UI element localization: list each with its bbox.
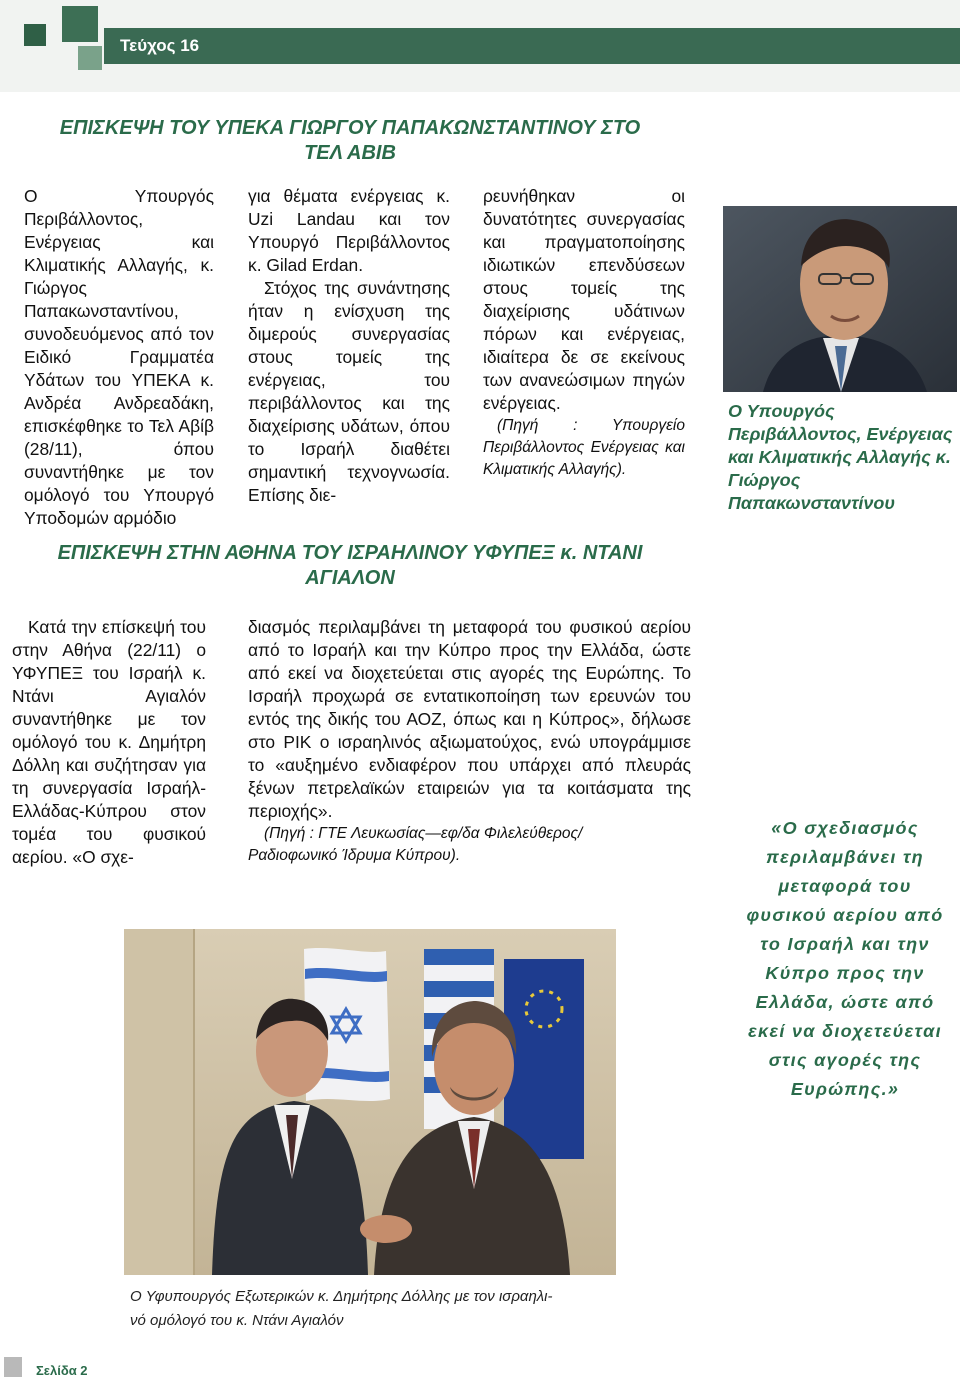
article2-source-line1: (Πηγή : ΓΤΕ Λευκωσίας—εφ/δα Φιλελεύθερος/ <box>264 825 583 842</box>
article2-title-line1: ΕΠΙΣΚΕΨΗ ΣΤΗΝ ΑΘΗΝΑ ΤΟΥ ΙΣΡΑΗΛΙΝΟΥ ΥΦΥΠΕΞ κ. ΝΤΑΝΙ <box>57 542 643 564</box>
article2-column-2 <box>248 616 691 867</box>
decor-square <box>24 24 46 46</box>
page-number: Σελίδα 2 <box>36 1363 88 1378</box>
pull-quote: «Ο σχεδιασμός περιλαμβάνει τη μεταφορά του φυσικού αερίου από το Ισραήλ και την Κύπρο προς την Ελλάδα, ώστε από εκεί να διοχετεύεται στις αγορές της Ευρώπης.» <box>746 818 944 1099</box>
handshake-caption-line2: νό ομόλογό του κ. Ντάνι Αγιαλόν <box>130 1312 344 1329</box>
article1-title <box>20 116 680 166</box>
article1-column-3-text: ρευνήθηκαν οι δυνατότητες συνεργασίας και πραγματοποίησης ιδιωτικών επενδύσεων στους τομείς της διαχείρισης υδάτινων πόρων και ενέργειας, ιδιαίτερα δε σε εκείνους των ανανεώσιμων πηγών ενέργειας. <box>483 186 685 413</box>
article1-column-2-para2: Στόχος της συνάντησης ήταν η ενίσχυση της διμερούς συνεργασίας στους τομείς της ενέργειας, του περιβάλλοντος και της διαχείρισης υδάτων, όπου το Ισραήλ διαθέτει σημαντική τεχνογνωσία. Επίσης διε- <box>248 278 450 505</box>
handshake-caption-line1: Ο Υφυπουργός Εξωτερικών κ. Δημήτρης Δόλλης με τον ισραηλι- <box>130 1288 553 1305</box>
minister-photo-caption: Ο Υπουργός Περιβάλλοντος, Ενέργειας και Κλιματικής Αλλαγής κ. Γιώργος Παπακωνσταντίνου <box>728 401 953 513</box>
article1-column-1: Ο Υπουργός Περιβάλλοντος, Ενέργειας και Κλιματικής Αλλαγής, κ. Γιώργος Παπακωνσταντίνου, συνοδευόμενος από τον Ειδικό Γραμματέα Υδάτων του ΥΠΕΚΑ κ. Ανδρέα Ανδρεαδάκη, επισκέφθηκε το Τελ Αβίβ (28/11), όπου συναντήθηκε με τον ομόλογό του Υπουργό Υποδομών αρμόδιο <box>24 186 214 528</box>
article2-title-line2: ΑΓΙΑΛΟΝ <box>305 567 395 589</box>
article2-column-2-text: διασμός περιλαμβάνει τη μεταφορά του φυσικού αερίου από το Ισραήλ και την Κύπρο προς την Ελλάδα, ώστε από εκεί να διοχετεύεται στις αγορές της Ευρώπης. Το Ισραήλ προχωρά σε εντατικοποίηση των ερευνών του εντός της δικής του ΑΟΖ, όπως και η Κύπρος», δήλωσε στο ΡΙΚ ο ισραηλινός αξιωματούχος, ενώ υπογράμμισε το «αυξημένο ενδιαφέρον που υπάρχει από πλευράς ξένων πετρελαϊκών εταιρειών για τα κοιτάσματα της περιοχής». <box>248 617 691 821</box>
footer-square <box>4 1357 22 1377</box>
article2-title <box>20 541 680 591</box>
handshake-photo-caption <box>130 1285 610 1333</box>
article2-column-1: Κατά την επίσκεψή του στην Αθήνα (22/11) ο ΥΦΥΠΕΞ του Ισραήλ κ. Ντάνι Αγιαλόν συναντήθηκε με τον ομόλογό του κ. Δημήτρη Δόλλη και συζήτησαν για τη συνεργασία Ισραήλ-Ελλάδας-Κύπρου στον τομέα του φυσικού αερίου. «Ο σχε- <box>12 617 206 867</box>
article1-column-3 <box>483 185 685 481</box>
article1-source: (Πηγή : Υπουργείο Περιβάλλοντος Ενέργειας και Κλιματικής Αλλαγής). <box>483 417 685 478</box>
decor-square <box>78 46 102 70</box>
issue-bar <box>104 28 960 64</box>
article1-column-2-para1: για θέματα ενέργειας κ. Uzi Landau και τον Υπουργό Περιβάλλοντος κ. Gilad Erdan. <box>248 186 450 275</box>
article1-title-line2: ΤΕΛ ΑΒΙΒ <box>304 142 396 164</box>
decor-square <box>62 6 98 42</box>
article1-title-line1: ΕΠΙΣΚΕΨΗ ΤΟΥ ΥΠΕΚΑ ΓΙΩΡΓΟΥ ΠΑΠΑΚΩΝΣΤΑΝΤΙΝΟΥ ΣΤΟ <box>59 117 641 139</box>
minister-portrait-photo <box>723 206 957 392</box>
article2-source-line2: Ραδιοφωνικό Ίδρυμα Κύπρου). <box>248 847 461 864</box>
handshake-photo <box>124 929 616 1275</box>
article1-column-2 <box>248 185 450 507</box>
issue-number: Τεύχος 16 <box>120 36 200 55</box>
